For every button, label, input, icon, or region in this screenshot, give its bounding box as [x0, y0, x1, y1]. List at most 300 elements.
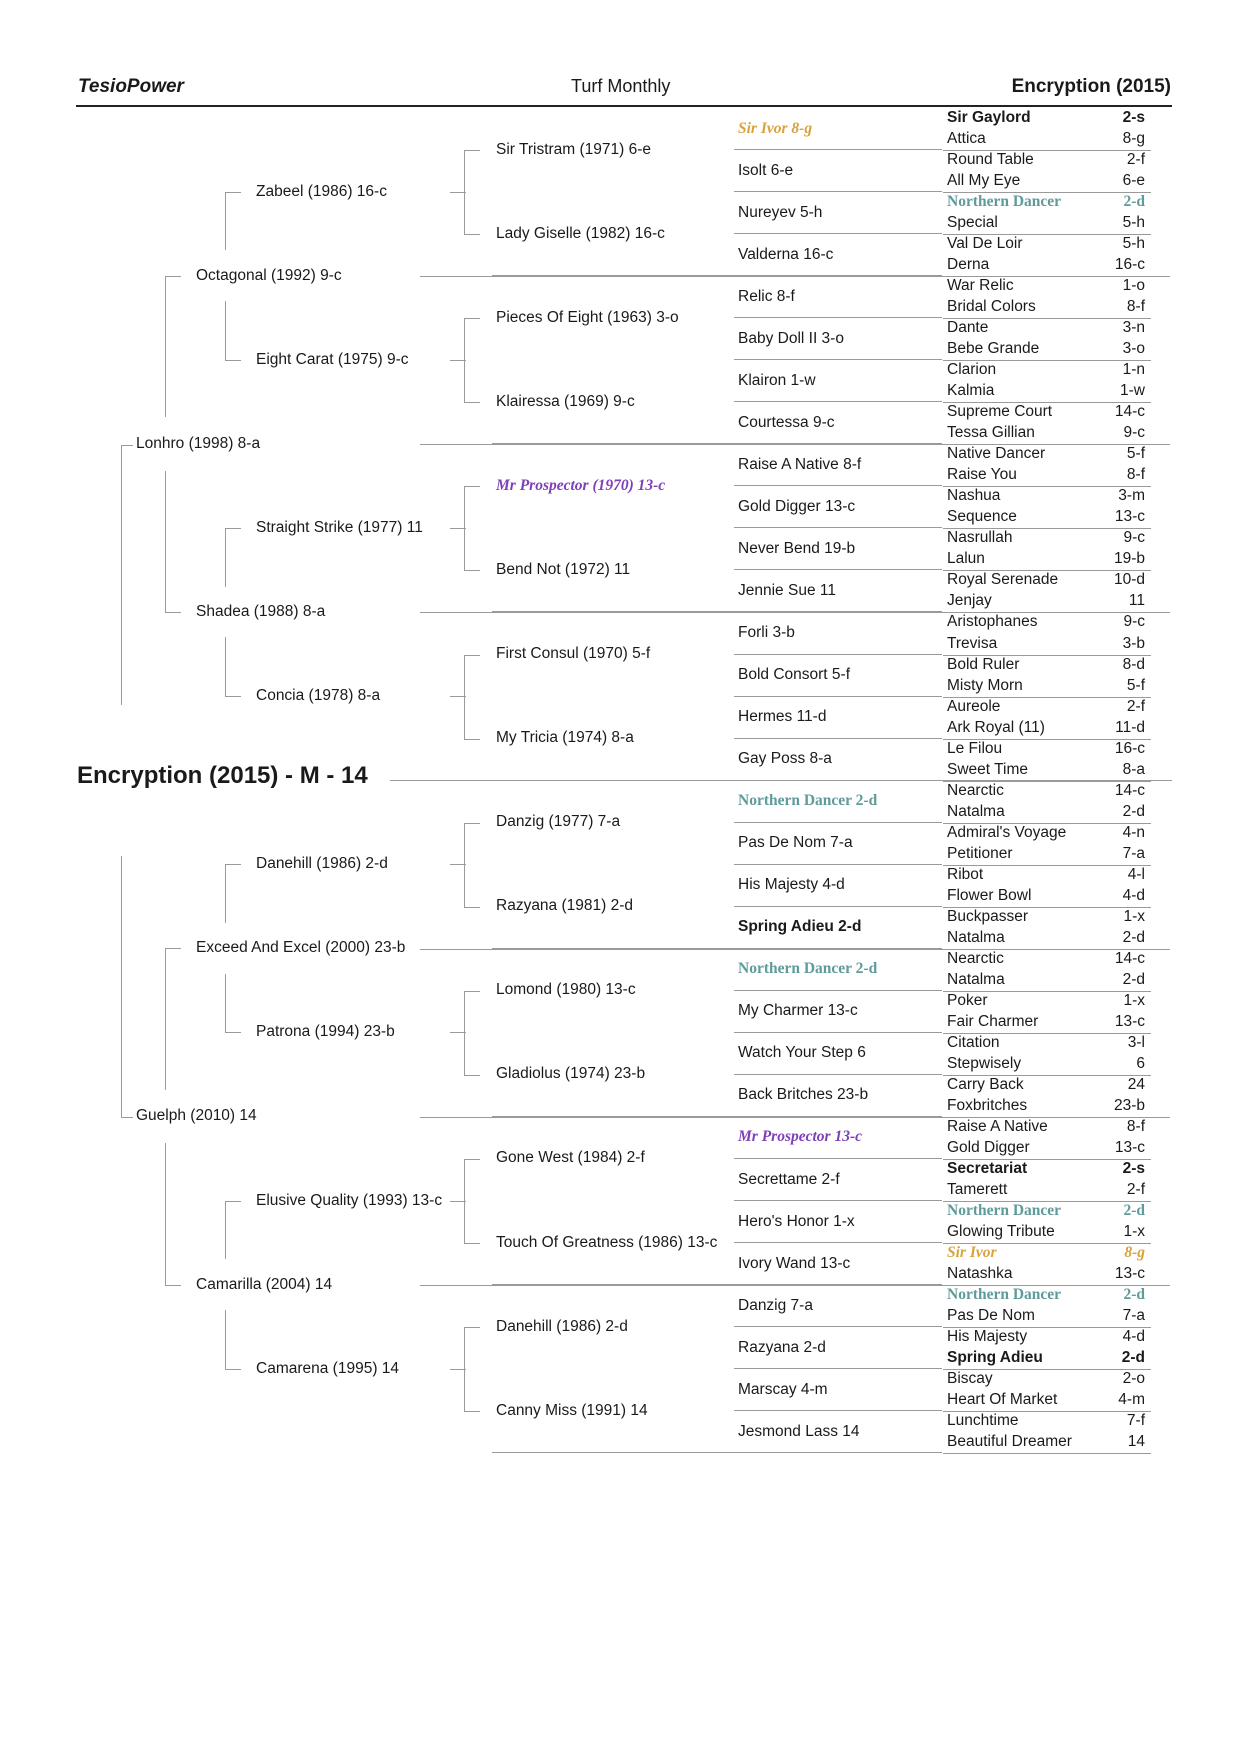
gen6-name: Natashka [947, 1265, 1013, 1283]
gen1-bracket [121, 856, 122, 1118]
gen6-row [947, 319, 1145, 337]
gen6-row [947, 1160, 1145, 1178]
gen6-name: Natalma [947, 802, 1005, 820]
gen6-name: Carry Back [947, 1075, 1024, 1093]
gen6-name: Le Filou [947, 739, 1003, 757]
gen6-family: 14-c [1114, 403, 1145, 421]
gen2-horse: Camarilla (2004) 14 [196, 1275, 333, 1293]
gen6-name: Bebe Grande [947, 340, 1040, 358]
gen6-family: 4-d [1122, 1328, 1145, 1346]
gen5-divider [734, 485, 942, 486]
gen6-row [947, 656, 1145, 674]
gen6-name: War Relic [947, 277, 1014, 295]
gen6-name: His Majesty [947, 1328, 1028, 1346]
gen4-bracket [464, 150, 480, 151]
gen6-family: 10-d [1113, 571, 1145, 589]
gen6-row [947, 487, 1145, 505]
gen6-row [947, 340, 1145, 358]
gen6-row [947, 1433, 1145, 1451]
gen6-family: 2-d [1123, 1202, 1145, 1220]
gen6-row [947, 1307, 1145, 1325]
gen6-family: 16-c [1114, 256, 1145, 274]
gen4-horse: Razyana (1981) 2-d [496, 897, 633, 915]
gen5-horse: Courtessa 9-c [738, 413, 835, 431]
gen4-horse: Sir Tristram (1971) 6-e [496, 140, 652, 158]
gen5-divider [734, 1410, 942, 1411]
gen2-divider [420, 612, 1170, 613]
gen6-family: 4-n [1122, 823, 1145, 841]
gen3-stub [450, 1032, 466, 1033]
gen3-bracket [225, 1201, 241, 1202]
gen6-family: 13-c [1114, 1138, 1145, 1156]
gen6-family: 2-f [1126, 697, 1145, 715]
gen6-name: Lalun [947, 550, 985, 568]
gen2-divider [420, 1285, 1170, 1286]
gen6-family: 8-f [1126, 1117, 1145, 1135]
gen6-name: Lunchtime [947, 1412, 1019, 1430]
gen4-horse: Canny Miss (1991) 14 [496, 1401, 648, 1419]
gen5-horse: Mr Prospector 13-c [738, 1128, 862, 1146]
gen6-row [947, 1076, 1145, 1094]
gen2-bracket [165, 948, 181, 949]
gen6-name: Native Dancer [947, 445, 1046, 463]
gen6-family: 13-c [1114, 1265, 1145, 1283]
gen5-horse: Razyana 2-d [738, 1338, 826, 1356]
gen6-family: 1-w [1120, 382, 1145, 400]
gen5-divider [734, 359, 942, 360]
gen6-name: Derna [947, 256, 990, 274]
gen6-row [947, 950, 1145, 968]
gen5-divider [734, 696, 942, 697]
gen5-horse: Hermes 11-d [738, 708, 827, 726]
gen3-bracket [225, 974, 226, 1033]
gen6-name: Fair Charmer [947, 1012, 1039, 1030]
gen6-name: Aureole [947, 697, 1001, 715]
gen5-horse: Secrettame 2-f [738, 1170, 840, 1188]
gen6-family: 8-f [1126, 466, 1145, 484]
gen3-horse: Elusive Quality (1993) 13-c [256, 1191, 443, 1209]
gen6-row [947, 845, 1145, 863]
gen6-name: Secretariat [947, 1160, 1028, 1177]
gen6-row [947, 1055, 1145, 1073]
gen6-name: Nashua [947, 487, 1001, 505]
gen5-horse: Baby Doll II 3-o [738, 329, 844, 347]
gen2-bracket [165, 612, 181, 613]
gen5-horse: Northern Dancer 2-d [738, 960, 878, 978]
gen6-family: 13-c [1114, 1012, 1145, 1030]
gen6-row [947, 214, 1145, 232]
gen6-family: 2-d [1123, 1286, 1145, 1304]
gen1-divider [420, 444, 1170, 445]
gen3-stub [450, 864, 466, 865]
gen6-family: 14 [1127, 1433, 1145, 1451]
gen6-family: 2-s [1122, 109, 1145, 126]
gen6-family: 14-c [1114, 781, 1145, 799]
gen6-family: 5-f [1126, 676, 1145, 694]
gen5-horse: Marscay 4-m [738, 1380, 828, 1398]
gen3-stub [450, 1369, 466, 1370]
publication-title: Turf Monthly [571, 76, 671, 96]
gen5-divider [734, 906, 942, 907]
gen6-family: 9-c [1123, 529, 1145, 547]
gen4-bracket [464, 1327, 480, 1328]
gen3-bracket [225, 637, 226, 696]
gen6-row [947, 1013, 1145, 1031]
gen6-row [947, 824, 1145, 842]
gen6-family: 2-d [1123, 193, 1145, 211]
gen3-horse: Danehill (1986) 2-d [256, 855, 388, 873]
gen4-bracket [464, 823, 480, 824]
subject-horse: Encryption (2015) - M - 14 [77, 762, 368, 789]
gen6-row [947, 592, 1145, 610]
gen4-horse: Pieces Of Eight (1963) 3-o [496, 308, 679, 326]
gen6-family: 11-d [1115, 718, 1145, 736]
gen4-bracket [464, 991, 480, 992]
gen6-name: Petitioner [947, 844, 1013, 862]
gen6-name: Tessa Gillian [947, 424, 1035, 442]
gen6-name: Nearctic [947, 949, 1004, 967]
gen6-name: Dante [947, 319, 989, 337]
gen6-name: Foxbritches [947, 1096, 1028, 1114]
gen6-row [947, 466, 1145, 484]
gen6-family: 8-a [1122, 760, 1145, 778]
gen6-row [947, 1034, 1145, 1052]
gen6-row [947, 382, 1145, 400]
gen6-family: 13-c [1114, 508, 1145, 526]
gen6-family: 7-a [1122, 1307, 1145, 1325]
gen3-stub [450, 528, 466, 529]
gen6-name: Trevisa [947, 634, 998, 652]
gen6-row [947, 719, 1145, 737]
gen6-family: 5-h [1122, 235, 1145, 253]
gen5-horse: Klairon 1-w [738, 371, 816, 389]
gen2-bracket [165, 1285, 181, 1286]
gen6-row [947, 613, 1145, 631]
gen5-horse: Gold Digger 13-c [738, 497, 856, 515]
gen6-row [947, 1202, 1145, 1220]
gen6-name: Special [947, 214, 998, 232]
gen6-name: Natalma [947, 928, 1005, 946]
gen6-name: Ark Royal (11) [947, 718, 1045, 736]
gen5-horse: Gay Poss 8-a [738, 750, 832, 768]
gen6-name: Biscay [947, 1370, 993, 1388]
gen2-horse: Octagonal (1992) 9-c [196, 266, 342, 284]
gen6-row [947, 677, 1145, 695]
gen5-divider [734, 149, 942, 150]
gen4-horse: First Consul (1970) 5-f [496, 645, 651, 662]
gen6-family: 4-m [1118, 1391, 1145, 1409]
gen6-name: Ribot [947, 865, 984, 883]
gen4-horse: My Tricia (1974) 8-a [496, 729, 634, 747]
gen3-horse: Eight Carat (1975) 9-c [256, 350, 409, 368]
gen4-horse: Danehill (1986) 2-d [496, 1317, 628, 1335]
gen6-family: 4-d [1122, 886, 1145, 904]
gen6-row [947, 151, 1145, 169]
gen5-divider [734, 1368, 942, 1369]
gen5-horse: Watch Your Step 6 [738, 1044, 866, 1062]
gen3-horse: Straight Strike (1977) 11 [256, 518, 423, 536]
gen6-row [947, 1118, 1145, 1136]
gen5-horse: My Charmer 13-c [738, 1002, 858, 1020]
gen6-name: Poker [947, 991, 988, 1009]
gen3-stub [450, 192, 466, 193]
gen6-name: Natalma [947, 970, 1005, 988]
gen5-divider [734, 990, 942, 991]
gen1-bracket [121, 445, 133, 446]
gen6-family: 19-b [1113, 550, 1145, 568]
gen6-row [947, 866, 1145, 884]
gen6-name: Pas De Nom [947, 1307, 1035, 1325]
gen6-name: Flower Bowl [947, 886, 1032, 904]
gen4-bracket [464, 1075, 480, 1076]
gen1-horse: Lonhro (1998) 8-a [136, 434, 261, 452]
gen6-row [947, 550, 1145, 568]
gen6-family: 3-b [1122, 634, 1145, 652]
gen6-name: Beautiful Dreamer [947, 1433, 1072, 1451]
gen6-row [947, 1181, 1145, 1199]
gen6-row [947, 130, 1145, 148]
gen6-name: Royal Serenade [947, 571, 1059, 589]
gen4-bracket [464, 318, 480, 319]
gen6-family: 8-f [1126, 298, 1145, 316]
gen6-name: Buckpasser [947, 907, 1028, 925]
gen6-family: 8-d [1122, 655, 1145, 673]
gen6-family: 14-c [1114, 949, 1145, 967]
gen6-row [947, 1097, 1145, 1115]
brand-title: TesioPower [78, 76, 184, 97]
gen6-divider [943, 1453, 1151, 1454]
gen6-row [947, 1139, 1145, 1157]
gen6-row [947, 698, 1145, 716]
gen5-horse: Never Bend 19-b [738, 539, 856, 557]
gen4-bracket [464, 1243, 480, 1244]
gen5-horse: Isolt 6-e [738, 161, 794, 179]
gen5-horse: Jesmond Lass 14 [738, 1422, 860, 1440]
gen6-name: Gold Digger [947, 1138, 1030, 1156]
gen6-name: Round Table [947, 151, 1034, 169]
gen5-horse: Danzig 7-a [738, 1296, 813, 1314]
gen3-bracket [225, 528, 226, 587]
gen6-name: Nearctic [947, 781, 1004, 799]
gen6-row [947, 445, 1145, 463]
gen6-family: 11 [1128, 592, 1145, 610]
gen2-horse: Shadea (1988) 8-a [196, 602, 326, 620]
gen5-divider [734, 191, 942, 192]
gen4-horse: Touch Of Greatness (1986) 13-c [496, 1233, 718, 1251]
gen4-bracket [464, 907, 480, 908]
gen1-bracket [121, 1117, 133, 1118]
gen2-divider [420, 949, 1170, 950]
gen4-horse: Bend Not (1972) 11 [496, 560, 631, 578]
gen6-row [947, 571, 1145, 589]
gen1-divider [420, 1117, 1170, 1118]
gen6-family: 5-h [1122, 214, 1145, 232]
gen6-family: 2-d [1122, 802, 1145, 820]
gen3-stub [450, 696, 466, 697]
gen6-row [947, 1244, 1145, 1262]
gen5-divider [734, 1032, 942, 1033]
gen6-name: Jenjay [947, 592, 992, 610]
gen6-family: 3-l [1127, 1033, 1145, 1051]
gen6-row [947, 235, 1145, 253]
gen4-horse: Lomond (1980) 13-c [496, 981, 636, 999]
gen6-name: Glowing Tribute [947, 1223, 1055, 1241]
gen6-name: Spring Adieu [947, 1349, 1043, 1367]
gen6-row [947, 193, 1145, 211]
gen6-family: 4-l [1127, 865, 1145, 883]
gen3-bracket [225, 528, 241, 529]
gen6-name: Sequence [947, 508, 1017, 526]
gen5-horse: Jennie Sue 11 [738, 581, 836, 599]
gen2-bracket [165, 471, 166, 612]
gen5-divider [734, 864, 942, 865]
half-divider [390, 780, 1172, 781]
gen3-horse: Zabeel (1986) 16-c [256, 182, 387, 200]
gen6-family: 1-x [1123, 907, 1145, 925]
gen6-row [947, 992, 1145, 1010]
gen6-name: Northern Dancer [947, 1286, 1062, 1304]
gen5-divider [734, 1452, 942, 1453]
gen3-horse: Patrona (1994) 23-b [256, 1023, 395, 1041]
gen6-name: Kalmia [947, 382, 995, 400]
gen6-name: Sir Ivor [947, 1244, 997, 1262]
horse-title: Encryption (2015) [1011, 76, 1171, 97]
gen5-horse: Ivory Wand 13-c [738, 1254, 851, 1272]
gen6-row [947, 1412, 1145, 1430]
gen5-horse: Forli 3-b [738, 623, 795, 641]
gen2-bracket [165, 276, 181, 277]
gen6-name: All My Eye [947, 172, 1021, 190]
gen5-divider [734, 527, 942, 528]
gen6-name: Heart Of Market [947, 1391, 1058, 1409]
gen6-family: 7-f [1126, 1412, 1145, 1430]
gen6-name: Attica [947, 130, 986, 148]
gen6-name: Tamerett [947, 1181, 1008, 1199]
gen6-family: 2-f [1126, 151, 1145, 169]
gen6-family: 1-x [1123, 991, 1145, 1009]
gen6-row [947, 1391, 1145, 1409]
gen5-divider [734, 1242, 942, 1243]
gen2-horse: Exceed And Excel (2000) 23-b [196, 939, 406, 957]
gen6-family: 1-n [1122, 361, 1145, 379]
gen2-bracket [165, 276, 166, 417]
gen3-bracket [225, 864, 241, 865]
gen6-family: 24 [1127, 1075, 1145, 1093]
gen4-bracket [464, 402, 480, 403]
gen6-family: 23-b [1113, 1096, 1145, 1114]
gen4-horse: Lady Giselle (1982) 16-c [496, 224, 665, 242]
gen5-divider [734, 822, 942, 823]
gen6-name: Misty Morn [947, 676, 1023, 694]
gen6-row [947, 971, 1145, 989]
gen1-horse: Guelph (2010) 14 [136, 1107, 257, 1125]
gen6-family: 3-n [1122, 319, 1145, 337]
gen5-divider [734, 654, 942, 655]
gen6-row [947, 529, 1145, 547]
gen6-family: 9-c [1123, 613, 1145, 631]
gen6-row [947, 403, 1145, 421]
gen3-bracket [225, 360, 241, 361]
gen5-horse: Relic 8-f [738, 287, 795, 305]
gen6-name: Nasrullah [947, 529, 1013, 547]
gen5-divider [734, 738, 942, 739]
gen3-bracket [225, 1310, 226, 1369]
gen2-divider [420, 276, 1170, 277]
gen6-family: 8-g [1122, 130, 1145, 148]
gen4-bracket [464, 655, 480, 656]
gen6-family: 2-s [1122, 1160, 1145, 1177]
gen5-divider [734, 1326, 942, 1327]
gen5-horse: Valderna 16-c [738, 245, 834, 263]
gen6-row [947, 298, 1145, 316]
gen4-horse: Gone West (1984) 2-f [496, 1149, 645, 1167]
gen6-name: Supreme Court [947, 403, 1053, 421]
gen6-row [947, 109, 1145, 127]
gen6-row [947, 277, 1145, 295]
gen4-horse: Mr Prospector (1970) 13-c [496, 476, 666, 494]
gen3-horse: Camarena (1995) 14 [256, 1359, 400, 1377]
gen3-horse: Concia (1978) 8-a [256, 687, 381, 705]
gen6-row [947, 782, 1145, 800]
gen6-name: Stepwisely [947, 1054, 1022, 1072]
gen3-stub [450, 360, 466, 361]
gen6-family: 1-x [1123, 1223, 1145, 1241]
gen3-bracket [225, 192, 241, 193]
gen6-row [947, 1265, 1145, 1283]
gen4-horse: Danzig (1977) 7-a [496, 813, 621, 831]
gen5-horse: Hero's Honor 1-x [738, 1212, 855, 1230]
gen6-family: 6-e [1122, 172, 1145, 190]
gen4-horse: Klairessa (1969) 9-c [496, 392, 635, 410]
gen5-horse: Sir Ivor 8-g [738, 119, 813, 137]
gen6-name: Bold Ruler [947, 655, 1020, 673]
gen6-family: 2-d [1122, 928, 1145, 946]
gen6-family: 16-c [1114, 739, 1145, 757]
gen4-bracket [464, 739, 480, 740]
gen6-family: 2-d [1121, 1349, 1145, 1367]
header-rule [76, 105, 1172, 107]
gen4-bracket [464, 1411, 480, 1412]
gen6-name: Raise A Native [947, 1117, 1048, 1135]
gen6-name: Clarion [947, 361, 997, 379]
gen6-row [947, 761, 1145, 779]
gen6-family: 1-o [1122, 277, 1145, 295]
gen2-bracket [165, 1143, 166, 1284]
gen6-name: Citation [947, 1033, 1000, 1051]
gen6-row [947, 740, 1145, 758]
gen3-bracket [225, 864, 226, 923]
gen5-horse: His Majesty 4-d [738, 876, 845, 894]
gen6-family: 5-f [1126, 445, 1145, 463]
gen5-horse: Pas De Nom 7-a [738, 834, 853, 852]
gen6-row [947, 635, 1145, 653]
gen6-name: Raise You [947, 466, 1017, 484]
gen5-divider [734, 401, 942, 402]
gen6-name: Northern Dancer [947, 1202, 1062, 1220]
gen6-name: Bridal Colors [947, 298, 1036, 316]
gen6-name: Admiral's Voyage [947, 823, 1067, 841]
gen1-bracket [121, 445, 122, 705]
gen6-row [947, 1349, 1145, 1367]
gen6-row [947, 1328, 1145, 1346]
gen4-divider [492, 1452, 738, 1453]
gen6-row [947, 172, 1145, 190]
gen6-family: 6 [1136, 1054, 1145, 1072]
gen6-family: 2-o [1122, 1370, 1145, 1388]
gen5-horse: Back Britches 23-b [738, 1086, 869, 1104]
gen3-bracket [225, 1369, 241, 1370]
gen4-bracket [464, 570, 480, 571]
